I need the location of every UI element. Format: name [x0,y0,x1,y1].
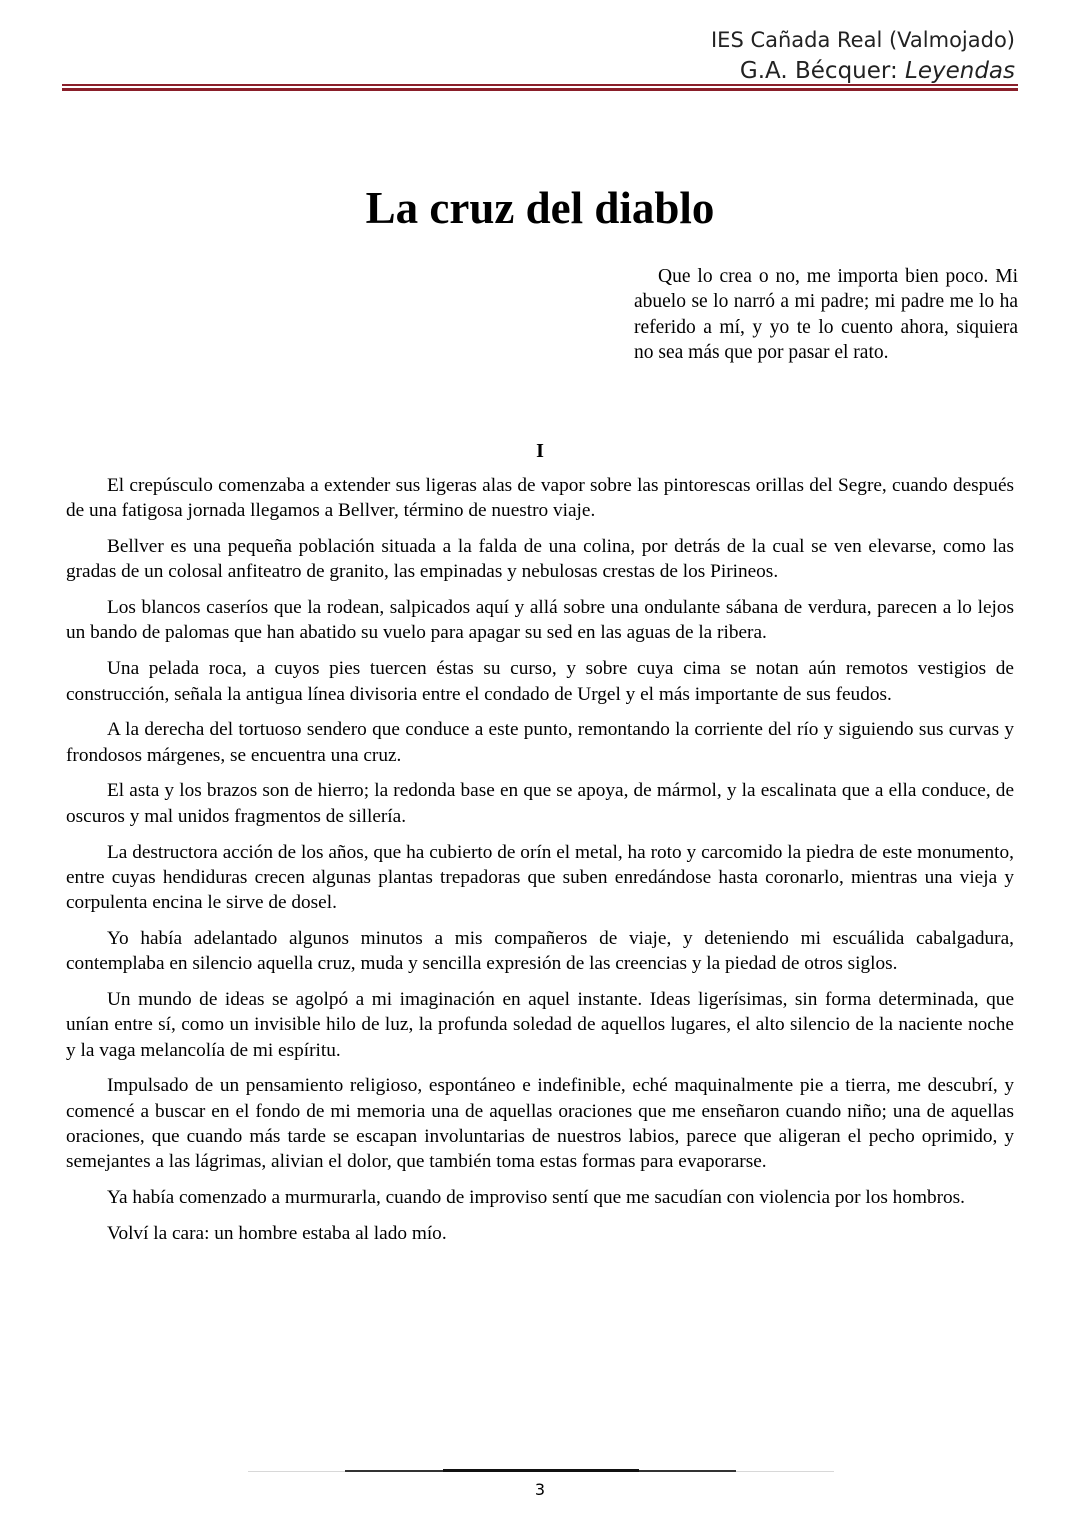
page-number: 3 [534,1480,546,1499]
paragraph: La destructora acción de los años, que ha cubierto de orín el metal, ha roto y carcomido la piedra de este monumento, entre cuyas hendiduras crecen algunas plantas trepadoras que suben enredándose hasta coronarlo, mientras una vieja y corpulenta encina le sirve de dosel. [66,841,1014,914]
header-book-line [711,55,1015,87]
paragraph: Yo había adelantado algunos minutos a mis compañeros de viaje, y deteniendo mi escuálida cabalgadura, contemplaba en silencio aquella cruz, muda y sencilla expresión de las creencias y la piedad de otros siglos. [66,927,1014,975]
paragraph: A la derecha del tortuoso sendero que conduce a este punto, remontando la corriente del río y siguiendo sus curvas y frondosos márgenes, se encuentra una cruz. [66,719,1014,766]
section-heading: I [536,440,544,462]
body-text [66,473,1014,1257]
header-book-title: Leyendas [905,58,1015,84]
paragraph: Una pelada roca, a cuyos pies tuercen éstas su curso, y sobre cuya cima se notan aún remotos vestigios de construcción, señala la antigua línea divisoria entre el condado de Urgel y el más importante de sus feudos. [66,658,1014,705]
paragraph: Bellver es una pequeña población situada a la falda de una colina, por detrás de la cual se ven elevarse, como las gradas de un colosal anfiteatro de granito, las empinadas y nebulosas crestas de los Pirineos. [66,536,1014,583]
paragraph: Un mundo de ideas se agolpó a mi imaginación en aquel instante. Ideas ligerísimas, sin forma determinada, que unían entre sí, como un invisible hilo de luz, la profunda soledad de aquellos lugares, el alto silencio de la naciente noche y la vaga melancolía de mi espíritu. [66,989,1014,1061]
header-author: G.A. Bécquer: [739,58,906,84]
header-rule-thick [62,88,1018,91]
header-rule-thin [62,84,1018,86]
footer-rule-thick [443,1469,639,1472]
paragraph: El crepúsculo comenzaba a extender sus ligeras alas de vapor sobre las pintorescas orillas del Segre, cuando después de una fatigosa jornada llegamos a Bellver, término de nuestro viaje. [66,475,1014,522]
paragraph: Los blancos caseríos que la rodean, salpicados aquí y allá sobre una ondulante sábana de verdura, parecen a lo lejos un bando de palomas que han abatido su vuelo para apagar su sed en las aguas de la ribera. [66,597,1014,644]
paragraph: Ya había comenzado a murmurarla, cuando de improviso sentí que me sacudían con violencia por los hombros. [107,1187,965,1209]
page-title: La cruz del diablo [365,183,715,233]
paragraph: El asta y los brazos son de hierro; la redonda base en que se apoya, de mármol, y la escalinata que a ella conduce, de oscuros y mal unidos fragmentos de sillería. [66,780,1014,827]
header-school: IES Cañada Real (Valmojado) [710,28,1015,52]
epigraph: Que lo crea o no, me importa bien poco. Mi abuelo se lo narró a mi padre; mi padre me lo ha referido a mí, y yo te lo cuento ahora, siquiera no sea más que por pasar el rato. [634,266,1018,363]
paragraph: Volví la cara: un hombre estaba al lado mío. [107,1222,447,1244]
running-header [711,26,1015,87]
paragraph: Impulsado de un pensamiento religioso, espontáneo e indefinible, eché maquinalmente pie a tierra, me descubrí, y comencé a buscar en el fondo de mi memoria una de aquellas oraciones que me enseñaron cuando niño; una de aquellas oraciones, que cuando más tarde se escapan involuntarias de nuestros labios, parece que aligeran el pecho oprimido, y semejantes a las lágrimas, alivian el dolor, que también toma estas formas para evaporarse. [66,1075,1014,1173]
